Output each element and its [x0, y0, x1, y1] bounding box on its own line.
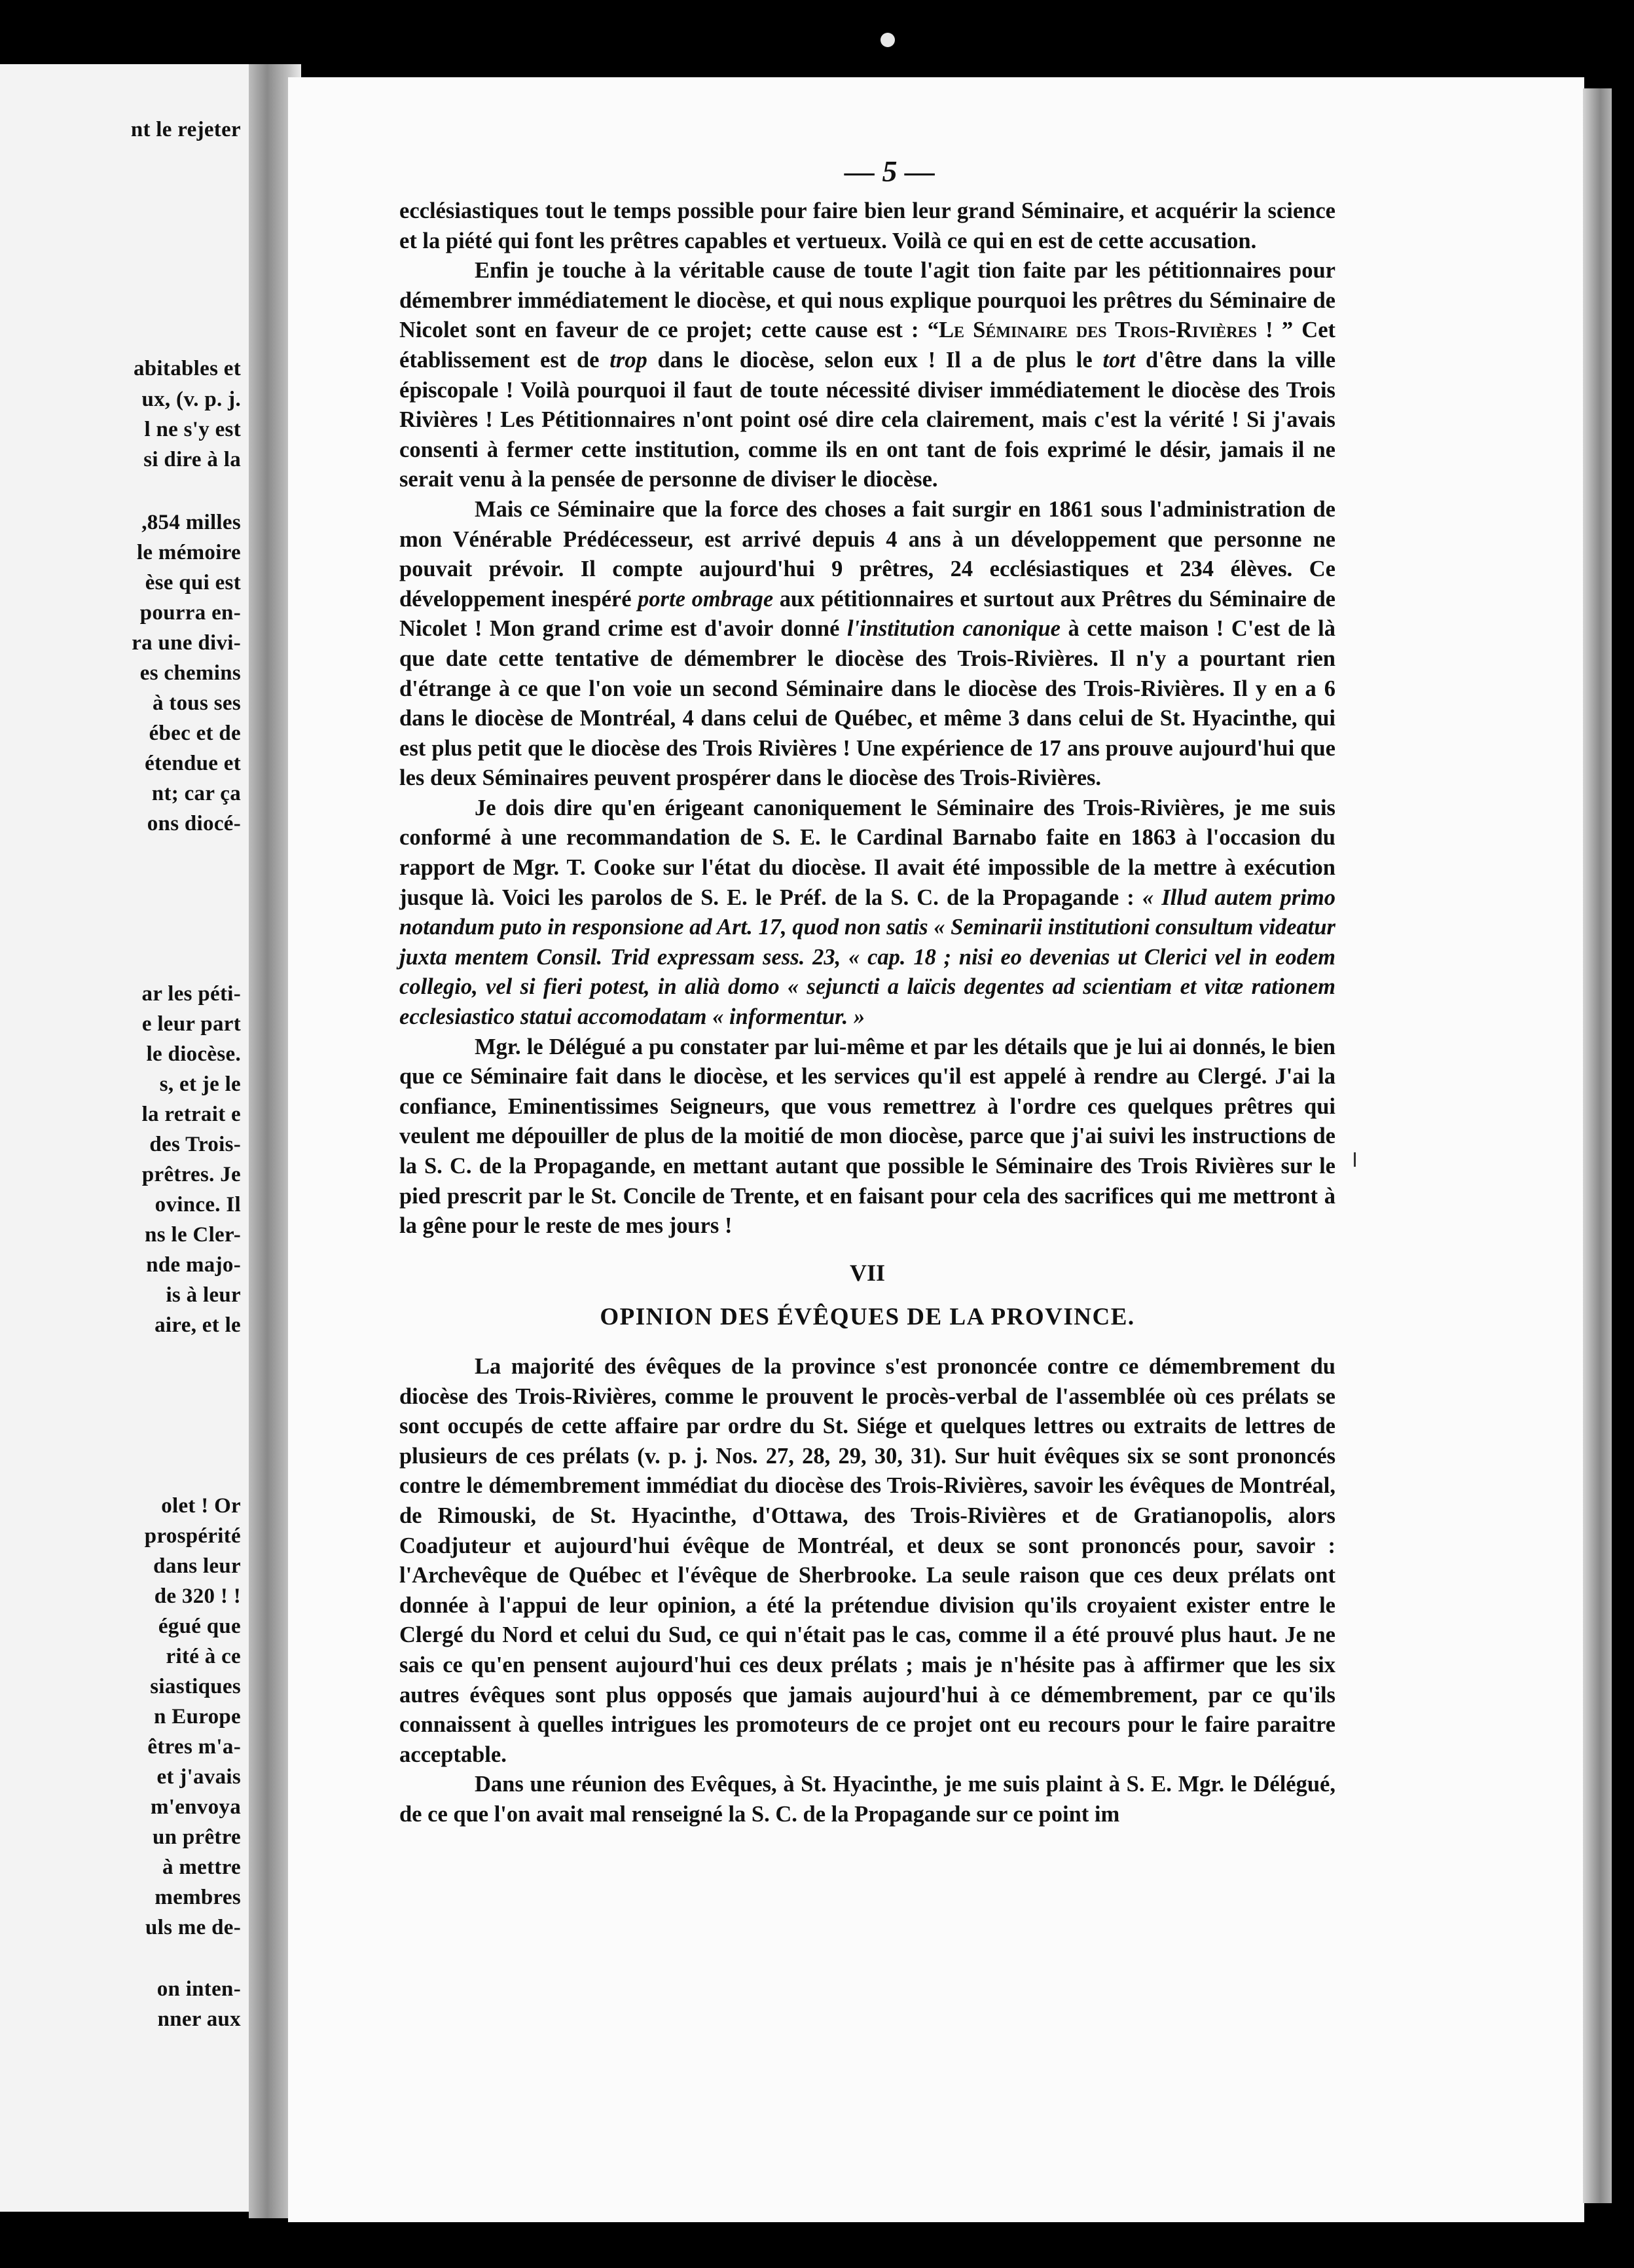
previous-page-line: pourra en- [139, 601, 241, 625]
previous-page-line: ons diocé- [147, 812, 241, 835]
previous-page-line: membres [154, 1886, 241, 1909]
previous-page-line: aire, et le [154, 1313, 241, 1337]
paragraph-7: Dans une réunion des Evêques, à St. Hyacinthe, je me suis plaint à S. E. Mgr. le Délégué, de ce que l'on avait mal renseigné la S. C. de la Propagande sur ce point im [399, 1772, 1335, 1827]
previous-page-line: ,854 milles [141, 511, 241, 534]
paper-spot [881, 33, 895, 47]
previous-page-line: on inten- [156, 1977, 241, 2001]
previous-page-line: ovince. Il [154, 1193, 241, 1216]
paragraph-3: Mais ce Séminaire que la force des choses a fait surgir en 1861 sous l'administration de mon Vénérable Prédécesseur, est arrivé depuis 4 ans à un développement que personne ne pouvait prévoir. Il compte aujourd'hui 9 prêtres, 24 ecclésiastiques et 234 élèves. Ce développement inespéré porte ombrage aux pétitionnaires et surtout aux Prêtres du Séminaire de Nicolet ! Mon grand crime est d'avoir donné l'institution canonique à cette maison ! C'est de là que date cette tentative de démembrer le diocèse des Trois-Rivières. Il n'y a pourtant rien d'étrange à ce que l'on voie un second Séminaire dans le diocèse des Trois-Rivières. Il y en a 6 dans le diocèse de Montréal, 4 dans celui de Québec, et même 3 dans celui de St. Hyacinthe, qui est plus petit que le diocèse des Trois Rivières ! Une expérience de 17 ans prouve aujourd'hui que les deux Séminaires peuvent prospérer dans le diocèse des Trois-Rivières. [399, 496, 1335, 791]
previous-page-line: à tous ses [152, 691, 241, 715]
previous-page-line: ux, (v. p. j. [141, 388, 241, 411]
previous-page-line: nner aux [157, 2007, 241, 2031]
section-title: OPINION DES ÉVÊQUES DE LA PROVINCE. [600, 1304, 1135, 1331]
previous-page-line: la retrait e [141, 1103, 241, 1126]
previous-page-line: prêtres. Je [141, 1163, 241, 1186]
previous-page-line: nt le rejeter [130, 118, 241, 141]
latin-quotation: « Illud autem primo notandum puto in responsione ad Art. 17, quod non satis « Seminarii institutioni consultum videatur juxta mentem Consil. Trid expressam sess. 23, « cap. 18 ; nisi eo devenias ut Clerici vel in eodem collegio, vel si fieri potest, in alià domo « sejuncti a laïcis degentes ad scientiam et vitæ rationem ecclesiastico statui accomodatam « informentur. » [399, 885, 1335, 1030]
previous-page-line: nt; car ça [151, 782, 241, 805]
previous-page-line: si dire à la [143, 448, 241, 471]
previous-page-line: is à leur [166, 1283, 241, 1307]
previous-page-line: un prêtre [153, 1825, 241, 1849]
page-body [399, 196, 1335, 1829]
previous-page-line: ébec et de [149, 722, 241, 745]
previous-page-line: dans leur [153, 1554, 241, 1578]
previous-page-line: le mémoire [136, 541, 241, 564]
previous-page-line: olet ! Or [161, 1494, 241, 1518]
section-number: VII [849, 1259, 886, 1286]
previous-page-line: êtres m'a- [147, 1735, 241, 1759]
page-number: — 5 — [844, 155, 935, 188]
previous-page-line: m'envoya [150, 1795, 241, 1819]
paragraph-5: Mgr. le Délégué a pu constater par lui-même et par les détails que je lui ai donnés, le bien que ce Séminaire fait dans le diocèse, et les services qu'il est appelé à rendre au Clergé. J'ai la confiance, Eminentissimes Seigneurs, que vous remettrez à l'ordre ces quelques prêtres qui veulent me dépouiller de plus de la moitié de mon diocèse, parce que j'ai suivi les instructions de la S. C. de la Propagande, en mettant autant que possible le Séminaire des Trois Rivières sur le pied prescrit par le St. Concile de Trente, et en faisant pour cela des sacrifices qui me mettront à la gêne pour le reste de mes jours ! [399, 1034, 1335, 1239]
previous-page-line: ar les péti- [141, 982, 241, 1006]
previous-page-line: uls me de- [145, 1916, 241, 1939]
previous-page-line: égué que [158, 1615, 241, 1638]
previous-page-line: rité à ce [166, 1645, 241, 1668]
paragraph-4: Je dois dire qu'en érigeant canoniquement le Séminaire des Trois-Rivières, je me suis conformé à une recommandation de S. E. le Cardinal Barnabo faite en 1863 à l'occasion du rapport de Mgr. T. Cooke sur l'état du diocèse. Il avait été impossible de la mettre à exécution jusque là. Voici les parolos de S. E. le Préf. de la S. C. de la Propagande : « Illud autem primo notandum puto in responsione ad Art. 17, quod non satis « Seminarii institutioni consultum videatur juxta mentem Consil. Trid expressam sess. 23, « cap. 18 ; nisi eo devenias ut Clerici vel in eodem collegio, vel si fieri potest, in alià domo « sejuncti a laïcis degentes ad scientiam et vitæ rationem ecclesiastico statui accomodatam « informentur. » [399, 795, 1335, 1030]
paragraph-2: Enfin je touche à la véritable cause de toute l'agit tion faite par les pétitionnaires pour démembrer immédiatement le diocèse, et qui nous explique pourquoi les prêtres du Séminaire de Nicolet sont en faveur de ce projet; cette cause est : “Le Séminaire des Trois-Rivières ! ” Cet établissement est de trop dans le diocèse, selon eux ! Il a de plus le tort d'être dans la ville épiscopale ! Voilà pourquoi il faut de toute nécessité diviser immédiatement le diocèse des Trois Rivières ! Les Pétitionnaires n'ont point osé dire cela clairement, mais c'est la vérité ! Si j'avais consenti à fermer cette institution, comme ils en ont tant de fois exprimé le désir, jamais il ne serait venu à la pensée de personne de diviser le diocèse. [399, 258, 1336, 492]
previous-page-fragment [0, 64, 255, 2212]
previous-page-line: et j'avais [156, 1765, 241, 1789]
previous-page-line: étendue et [145, 752, 241, 775]
previous-page-line: l ne s'y est [144, 418, 241, 441]
page-edge [1583, 88, 1612, 2203]
previous-page-line: à mettre [162, 1856, 241, 1879]
previous-page-line: des Trois- [149, 1133, 241, 1156]
margin-mark [1354, 1152, 1356, 1167]
previous-page-line: es chemins [139, 661, 241, 685]
previous-page-line: nde majo- [146, 1253, 241, 1277]
previous-page-line: siastiques [150, 1675, 241, 1698]
previous-page-line: e leur part [141, 1012, 241, 1036]
paragraph-1: ecclésiastiques tout le temps possible pour faire bien leur grand Séminaire, et acquérir la science et la piété qui font les prêtres capables et vertueux. Voilà ce qui en est de cette accusation. [399, 198, 1335, 253]
previous-page-line: prospérité [144, 1524, 241, 1548]
previous-page-line: de 320 ! ! [154, 1584, 241, 1608]
previous-page-line: s, et je le [159, 1072, 241, 1096]
previous-page-line: ns le Cler- [145, 1223, 241, 1247]
previous-page-line: le diocèse. [146, 1042, 241, 1066]
previous-page-line: ra une divi- [132, 631, 241, 655]
previous-page-line: èse qui est [145, 571, 241, 594]
previous-page-line: n Europe [154, 1705, 241, 1728]
previous-page-line: abitables et [133, 357, 241, 380]
paragraph-6: La majorité des évêques de la province s'est prononcée contre ce démembrement du diocèse des Trois-Rivières, comme le prouvent le procès-verbal de l'assemblée où ces prélats se sont occupés de cette affaire par ordre du St. Siége et quelques lettres ou extraits de lettres de plusieurs de ces prélats (v. p. j. Nos. 27, 28, 29, 30, 31). Sur huit évêques six se sont prononcés contre le démembrement immédiat du diocèse des Trois-Rivières, savoir les évêques de Montréal, de Rimouski, de St. Hyacinthe, d'Ottawa, des Trois-Rivières et de Gratianopolis, alors Coadjuteur et aujourd'hui évêque de Montréal, et deux se sont prononcés pour, savoir : l'Archevêque de Québec et l'évêque de Sherbrooke. La seule raison que ces deux prélats ont donnée à l'appui de leur opinion, a été la prétendue division qu'ils croyaient exister entre le Clergé du Nord et celui du Sud, ce qui n'était pas le cas, comme il a été prouvé plus haut. Je ne sais ce qu'en pensent aujourd'hui ces deux prélats ; mais je n'hésite pas à affirmer que les six autres évêques sont plus opposés que jamais aujourd'hui à ce démembrement, par ce qu'ils connaissent à quelles intrigues les promoteurs de ce projet ont eu recours pour le faire paraitre acceptable. [399, 1353, 1335, 1767]
